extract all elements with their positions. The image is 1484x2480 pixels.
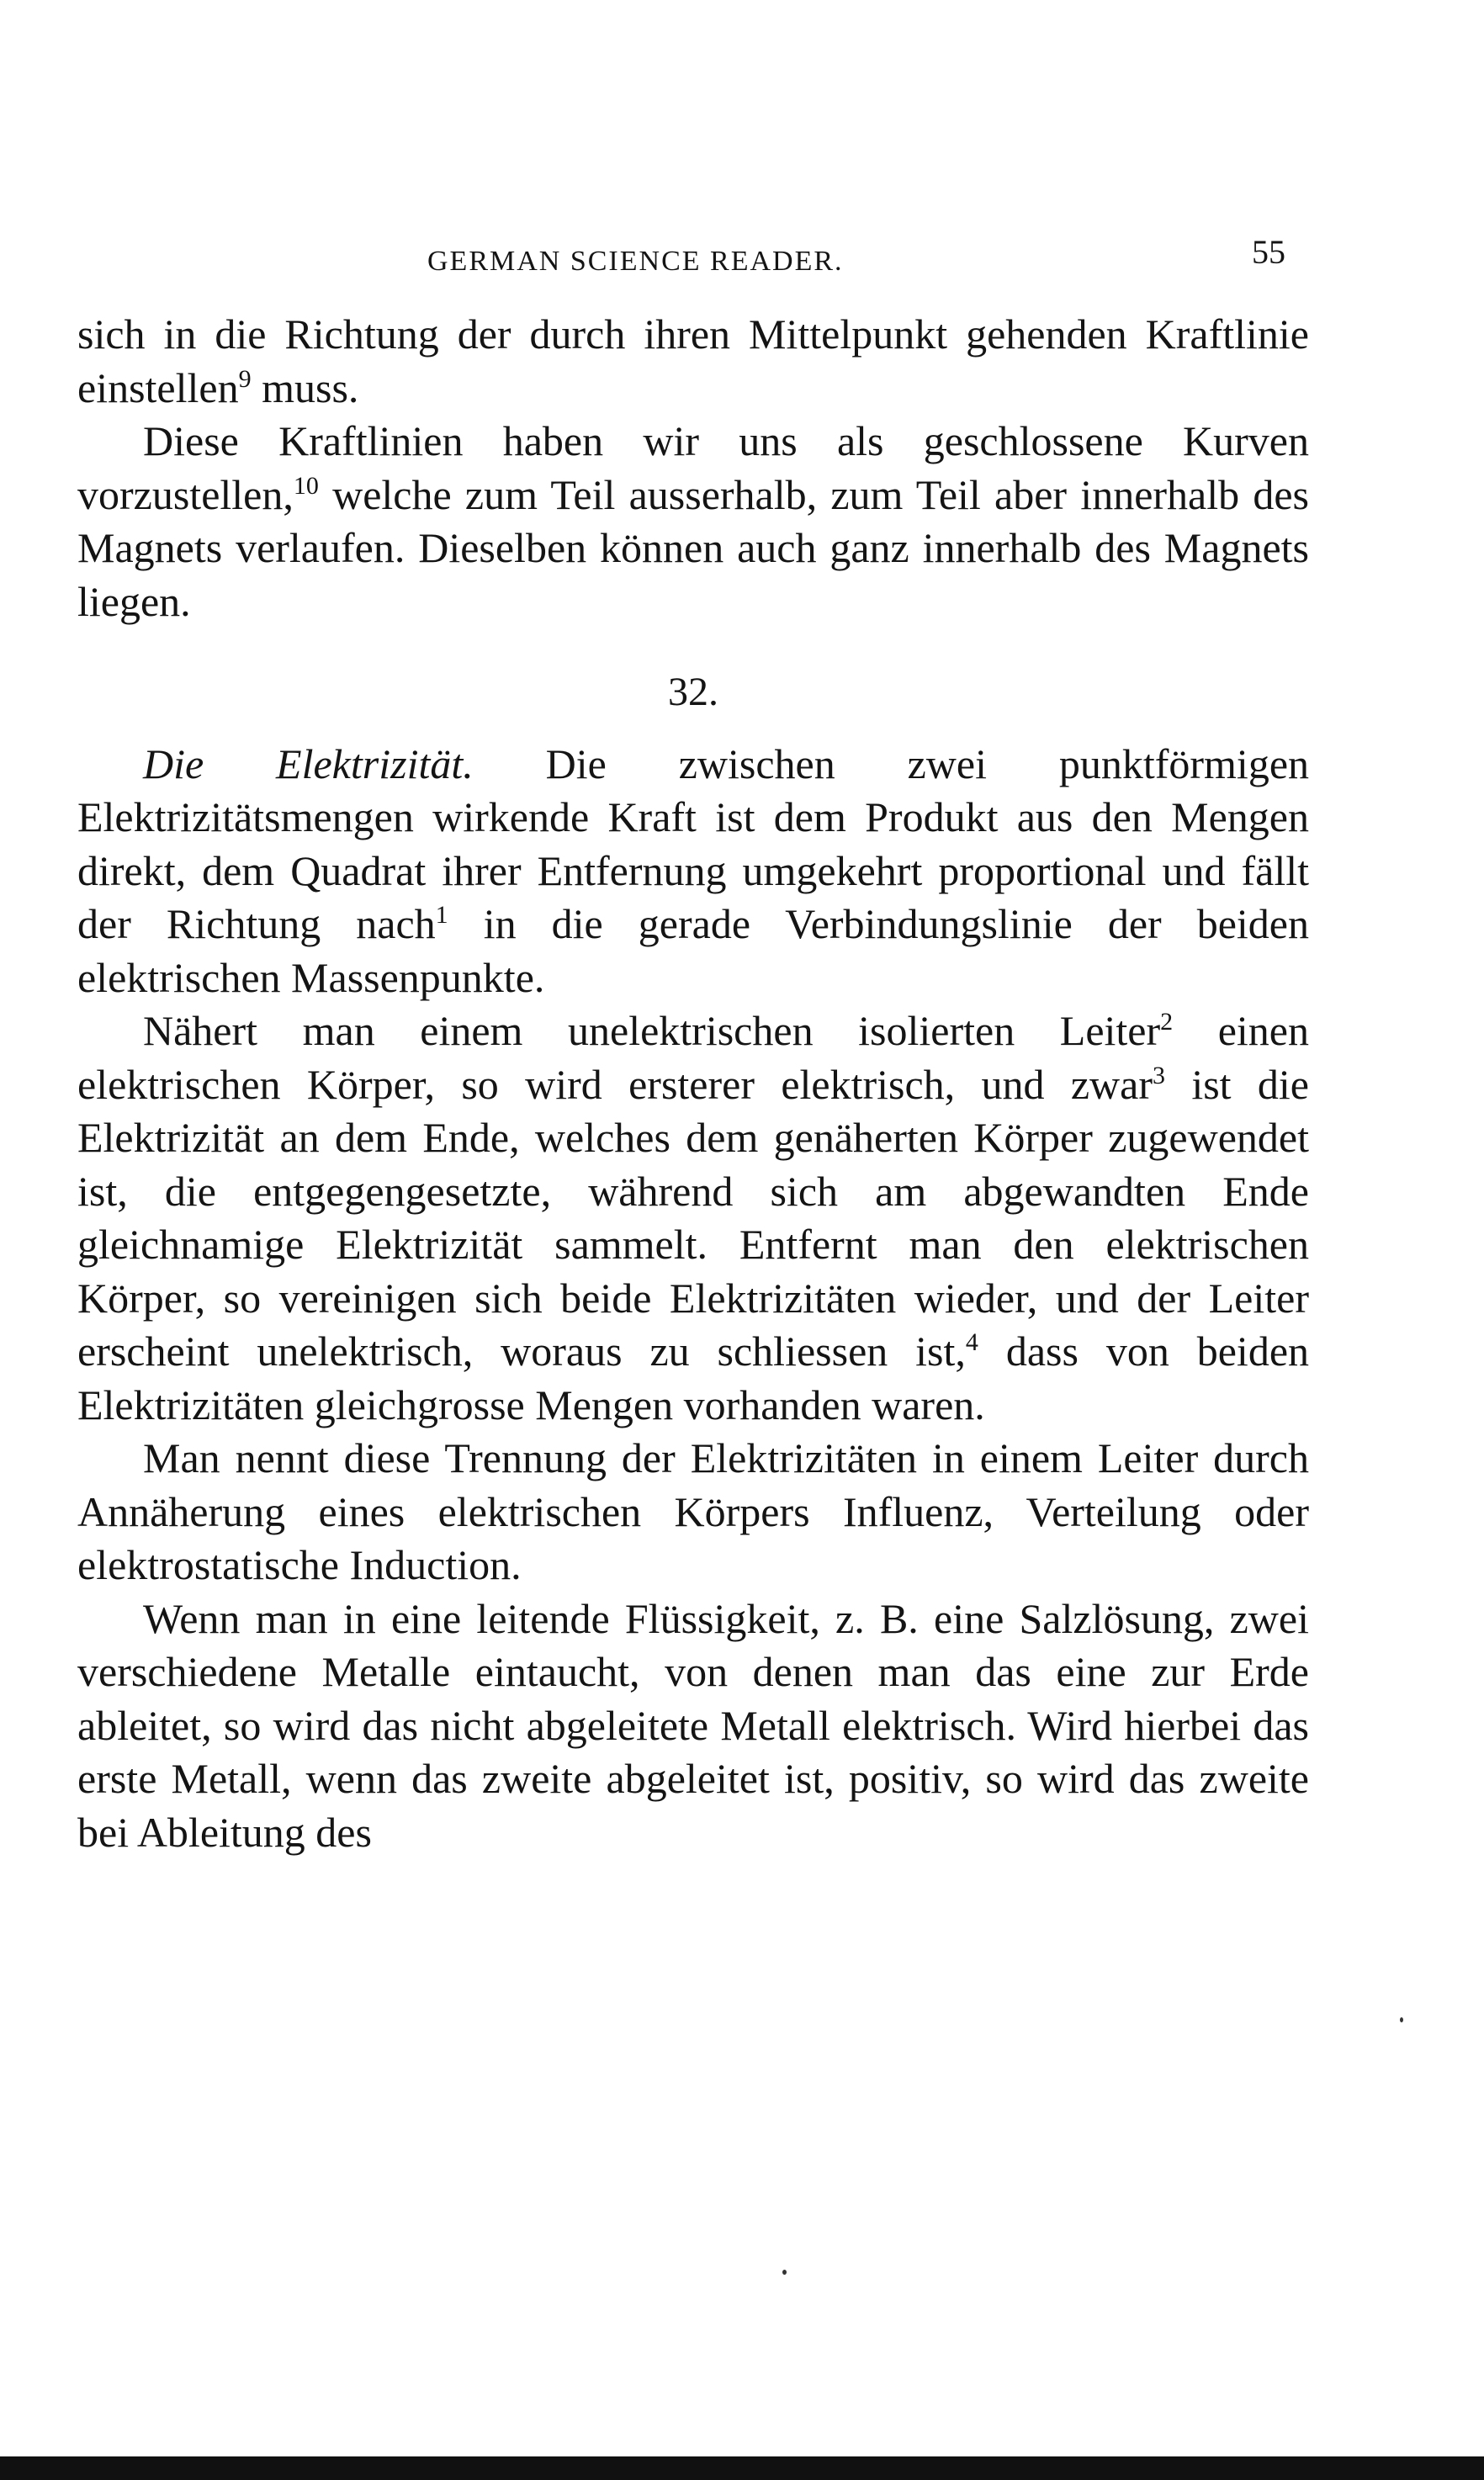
body-text bbox=[77, 308, 1309, 1859]
paragraph-3 bbox=[77, 738, 1309, 1005]
paragraph-2 bbox=[77, 415, 1309, 628]
print-speck bbox=[782, 2270, 787, 2275]
paragraph-3-text-a: Die zwischen zwei punktförmigen Elektrizitätsmengen wirkende Kraft ist dem Produkt aus den Mengen direkt, dem Quadrat ihrer Entfernung umgekehrt proportional und fällt der Richtung nach bbox=[77, 739, 1310, 947]
paragraph-2-text-b: welche zum Teil ausserhalb, zum Teil aber innerhalb des Magnets verlaufen. Dieselben können auch ganz innerhalb des Magnets liegen. bbox=[77, 470, 1309, 625]
paragraph-3-text-b: in die gerade Verbindungslinie der beiden elektrischen Massenpunkte. bbox=[77, 900, 1309, 1001]
paragraph-5: Man nennt diese Trennung der Elektrizitäten in einem Leiter durch Annäherung eines elektrischen Körpers Influenz, Verteilung oder elektrostatische Induction. bbox=[77, 1434, 1309, 1588]
paragraph-4-text-c: ist die Elektrizität an dem Ende, welches dem genäherten Körper zugewendet ist, die entgegengesetzte, während sich am abgewandten Ende gleichnamige Elektrizität sammelt. Entfernt man den elektrischen Körper, so vereinigen sich beide Elektrizitäten wieder, und der Leiter erscheint unelektrisch, woraus zu schliessen ist, bbox=[77, 1060, 1309, 1375]
footnote-marker-2: 2 bbox=[1160, 1008, 1174, 1036]
footnote-marker-4: 4 bbox=[965, 1328, 978, 1356]
paragraph-1-text: sich in die Richtung der durch ihren Mittelpunkt gehenden Kraftlinie einstellen bbox=[77, 310, 1309, 411]
footnote-marker-3: 3 bbox=[1153, 1061, 1165, 1089]
paragraph-4-text-d: dass von beiden Elektrizitäten gleichgrosse Mengen vorhanden waren. bbox=[77, 1327, 1310, 1428]
footnote-marker-1: 1 bbox=[435, 901, 448, 929]
paragraph-4 bbox=[77, 1004, 1309, 1432]
paragraph-2-text-a: Diese Kraftlinien haben wir uns als geschlossene Kurven vorzustellen, bbox=[77, 417, 1309, 518]
section-number: 32. bbox=[668, 670, 718, 714]
scan-edge bbox=[0, 2456, 1484, 2480]
footnote-marker-9: 9 bbox=[238, 364, 252, 393]
paragraph-1-end: muss. bbox=[251, 363, 359, 411]
paragraph-6: Wenn man in eine leitende Flüssigkeit, z. B. eine Salzlösung, zwei verschiedene Metalle eintaucht, von denen man das eine zur Erde ableitet, so wird das nicht abgeleitete Metall elektrisch. Wird hierbei das erste Metall, wenn das zweite abgeleitet ist, positiv, so wird das zweite bei Ableitung des bbox=[77, 1594, 1309, 1856]
paragraph-1 bbox=[77, 308, 1309, 415]
page-number: 55 bbox=[1252, 233, 1285, 271]
section-title: Die Elektrizität. bbox=[143, 739, 474, 787]
print-speck bbox=[1400, 2017, 1403, 2022]
running-head: GERMAN SCIENCE READER. bbox=[427, 246, 844, 277]
paragraph-4-text-b: einen elektrischen Körper, so wird ersterer elektrisch, und zwar bbox=[77, 1007, 1309, 1108]
footnote-marker-10: 10 bbox=[293, 471, 319, 500]
paragraph-4-text-a: Nähert man einem unelektrischen isolierten Leiter bbox=[143, 1007, 1161, 1054]
